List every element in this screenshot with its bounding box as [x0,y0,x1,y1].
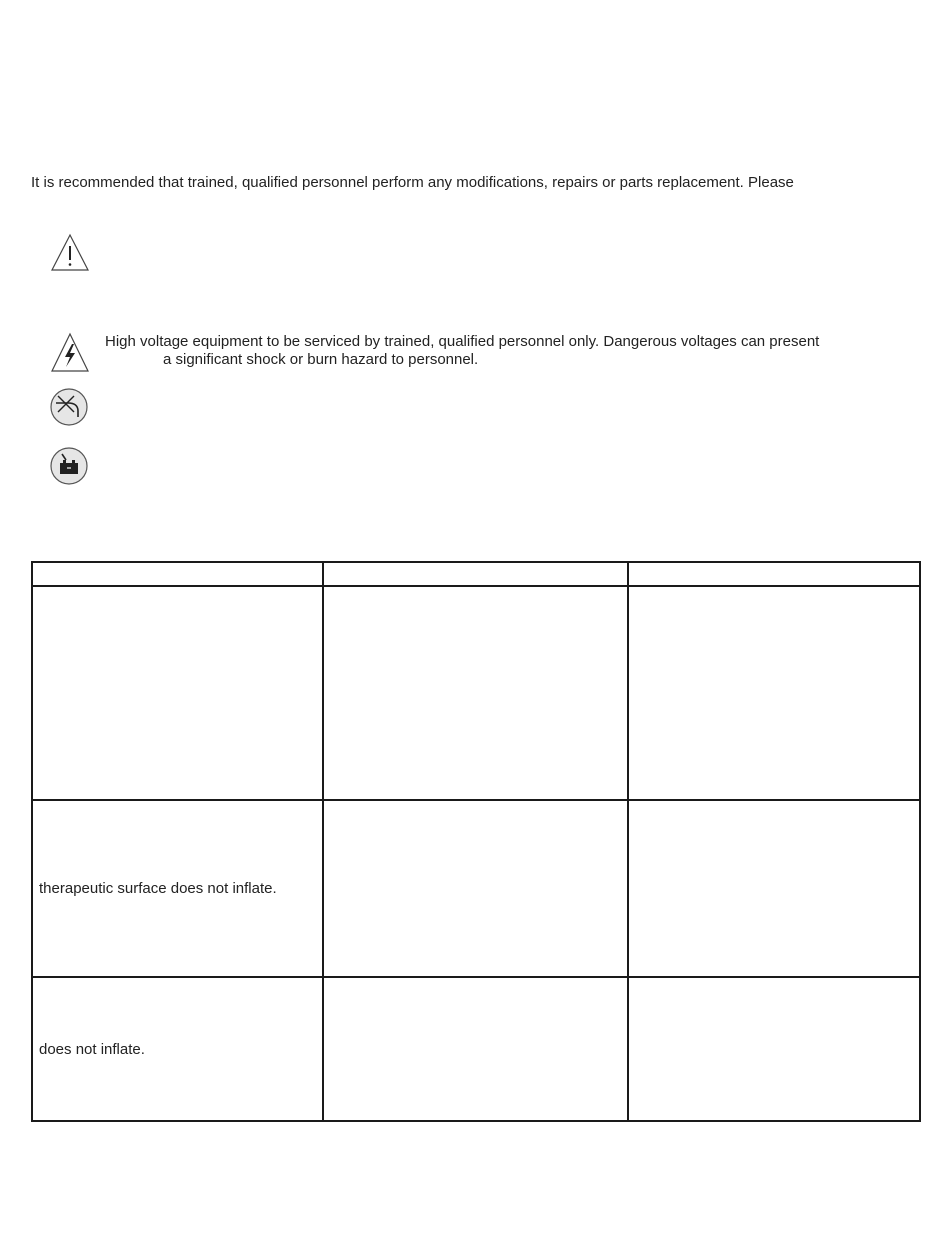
table-header-cell [323,562,628,586]
table-row [32,977,920,1121]
intro-text: It is recommended that trained, qualified personnel perform any modifications, repairs or parts replacement. Please [31,174,794,191]
table-cell: does not inflate. [32,977,323,1121]
warning-triangle-icon [50,233,90,271]
high-voltage-line2: a significant shock or burn hazard to personnel. [163,351,479,368]
table-header-cell [32,562,323,586]
table-cell [628,977,920,1121]
table-cell [628,586,920,800]
high-voltage-line1: High voltage equipment to be serviced by trained, qualified personnel only. Dangerous voltages can present [105,333,820,350]
table-header-cell [628,562,920,586]
table-header-row [32,562,920,586]
table-row [32,586,920,800]
troubleshooting-table [31,561,921,1122]
hazard-disposal-icon [49,446,89,486]
table-cell [323,977,628,1121]
table-cell [323,586,628,800]
no-cut-cord-icon [49,387,89,427]
high-voltage-warning [105,333,819,369]
high-voltage-icon [50,332,90,372]
table-cell [628,800,920,977]
table-cell: therapeutic surface does not inflate. [32,800,323,977]
table-cell [32,586,323,800]
table-cell [323,800,628,977]
table-row [32,800,920,977]
